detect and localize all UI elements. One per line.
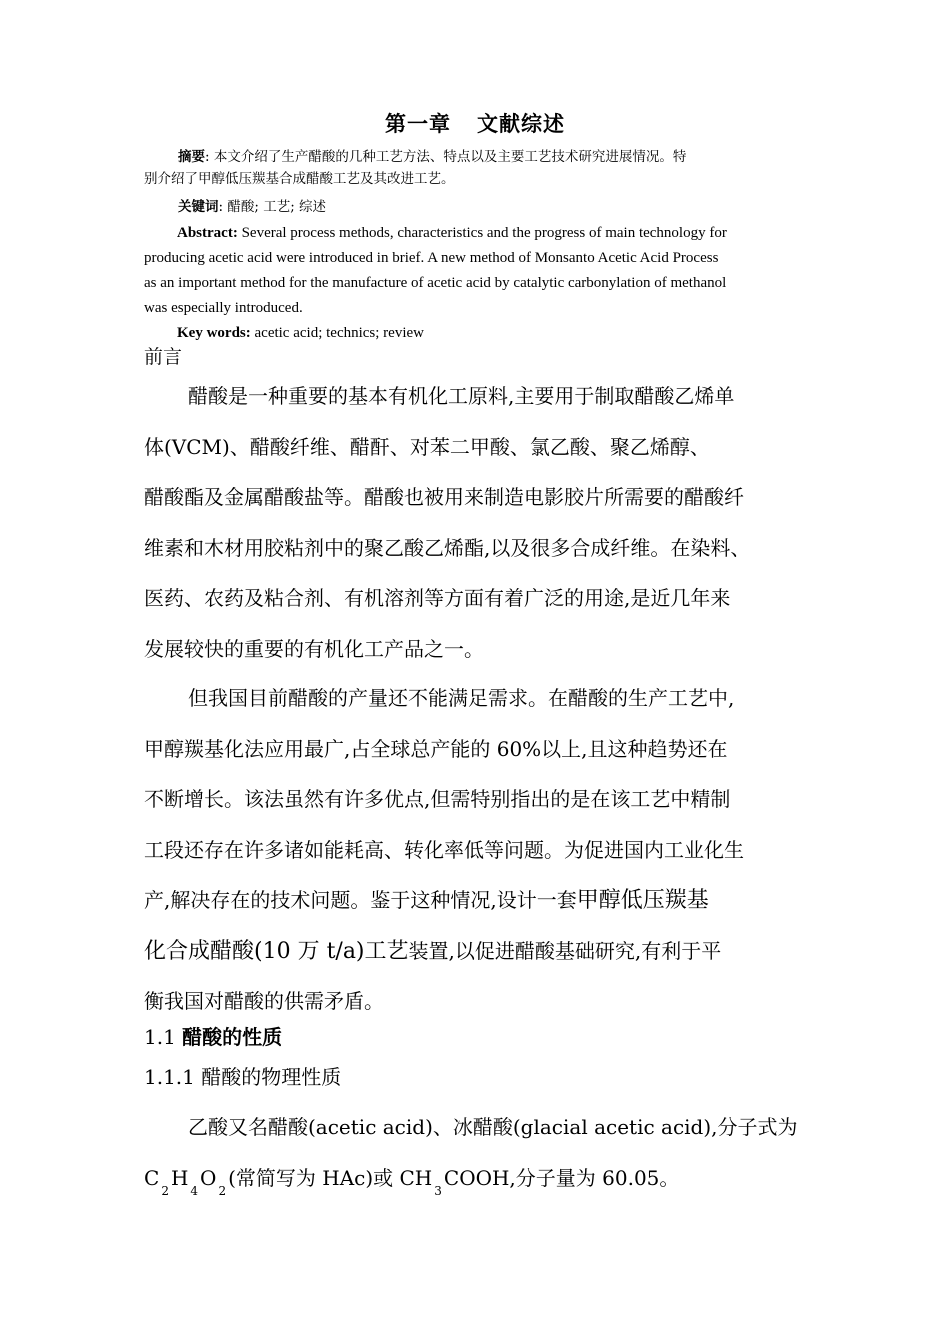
formula-h: H — [170, 1165, 189, 1190]
formula-o: O — [200, 1165, 217, 1190]
para2-line2: 甲醇羰基化法应用最广,占全球总产能的 60%以上,且这种趋势还在 — [144, 736, 728, 761]
keywords-cn-label: 关键词 — [178, 199, 219, 215]
abstract-cn-line2: 别介绍了甲醇低压羰基合成醋酸工艺及其改进工艺。 — [144, 171, 455, 187]
section-heading-1-1-1: 1.1.1 醋酸的物理性质 — [144, 1065, 342, 1089]
abstract-en — [144, 221, 814, 321]
para1-line1-text: 醋酸是一种重要的基本有机化工原料,主要用于制取醋酸乙烯单 — [188, 384, 735, 408]
paragraph-formula — [144, 1102, 819, 1203]
preface-heading: 前言 — [144, 346, 183, 368]
abstract-en-label: Abstract: — [177, 225, 238, 241]
para1-line2: 体(VCM)、醋酸纤维、醋酐、对苯二甲酸、氯乙酸、聚乙烯醇、 — [144, 434, 710, 459]
para3-line1-text: 乙酸又名醋酸(acetic acid)、冰醋酸(glacial acetic acid),分子式为 — [188, 1115, 798, 1139]
para2-line1 — [144, 673, 819, 724]
keywords-en-label: Key words: — [177, 325, 251, 341]
para2-line5b: 甲醇低压羰基 — [576, 888, 709, 913]
para2-line4: 工段还存在许多诸如能耗高、转化率低等问题。为促进国内工业化生 — [144, 837, 744, 862]
chapter-title — [0, 108, 950, 138]
para2-line5a: 产,解决存在的技术问题。鉴于这种情况,设计一套 — [144, 888, 577, 912]
formula-c-sub: 2 — [161, 1183, 169, 1198]
section-heading-1-1 — [144, 1022, 282, 1052]
abstract-en-line3: as an important method for the manufacture of acetic acid by catalytic carbonylation of methanol — [144, 275, 727, 291]
para2-line5 — [144, 875, 819, 926]
para3-line1 — [144, 1102, 819, 1153]
para1-line5: 医药、农药及粘合剂、有机溶剂等方面有着广泛的用途,是近几年来 — [144, 586, 731, 610]
abstract-cn-sep: : — [205, 149, 210, 165]
para1-line1 — [144, 371, 819, 422]
chapter-name: 文献综述 — [477, 111, 565, 136]
paragraph-intro — [144, 371, 819, 674]
para2-line6a: 化合成醋酸(10 万 t/a)工艺 — [144, 938, 409, 964]
keywords-cn-sep: : — [218, 199, 224, 215]
para1-line6: 发展较快的重要的有机化工产品之一。 — [144, 636, 484, 661]
formula-ch-sub: 3 — [434, 1183, 442, 1198]
formula-h-sub: 4 — [190, 1183, 199, 1198]
formula-o-sub: 2 — [218, 1183, 227, 1198]
formula-c: C — [144, 1165, 160, 1190]
abstract-cn — [144, 146, 814, 190]
para2-line6b: 装置,以促进醋酸基础研究,有利于平 — [408, 938, 722, 963]
abstract-cn-line1: 本文介绍了生产醋酸的几种工艺方法、特点以及主要工艺技术研究进展情况。特 — [213, 149, 687, 165]
para2-line3: 不断增长。该法虽然有许多优点,但需特别指出的是在该工艺中精制 — [144, 787, 731, 811]
abstract-en-line2: producing acetic acid were introduced in brief. A new method of Monsanto Acetic Acid Process — [144, 250, 719, 266]
abstract-cn-label: 摘要 — [178, 149, 205, 165]
para3-line2 — [144, 1153, 819, 1204]
chapter-number: 第一章 — [385, 111, 451, 136]
section-1-1-title: 醋酸的性质 — [182, 1025, 283, 1049]
abstract-en-line4: was especially introduced. — [144, 300, 303, 316]
para2-line1-text: 但我国目前醋酸的产量还不能满足需求。在醋酸的生产工艺中, — [188, 686, 735, 710]
keywords-en-text: acetic acid; technics; review — [250, 325, 424, 341]
keywords-cn — [144, 196, 814, 218]
keywords-cn-text: 醋酸; 工艺; 综述 — [227, 199, 327, 215]
abstract-en-line1: Several process methods, characteristics and the progress of main technology for — [237, 225, 727, 241]
paragraph-demand — [144, 673, 819, 1027]
para3-line2-end: COOH,分子量为 60.05。 — [443, 1165, 680, 1190]
para1-line3: 醋酸酯及金属醋酸盐等。醋酸也被用来制造电影胶片所需要的醋酸纤 — [144, 485, 744, 509]
section-1-1-number: 1.1 — [144, 1025, 183, 1049]
para1-line4: 维素和木材用胶粘剂中的聚乙酸乙烯酯,以及很多合成纤维。在染料、 — [144, 535, 751, 560]
para3-line2-mid: (常简写为 HAc)或 CH — [228, 1165, 433, 1190]
keywords-en — [144, 321, 814, 346]
para2-line6 — [144, 926, 819, 977]
para2-line7: 衡我国对醋酸的供需矛盾。 — [144, 989, 384, 1013]
